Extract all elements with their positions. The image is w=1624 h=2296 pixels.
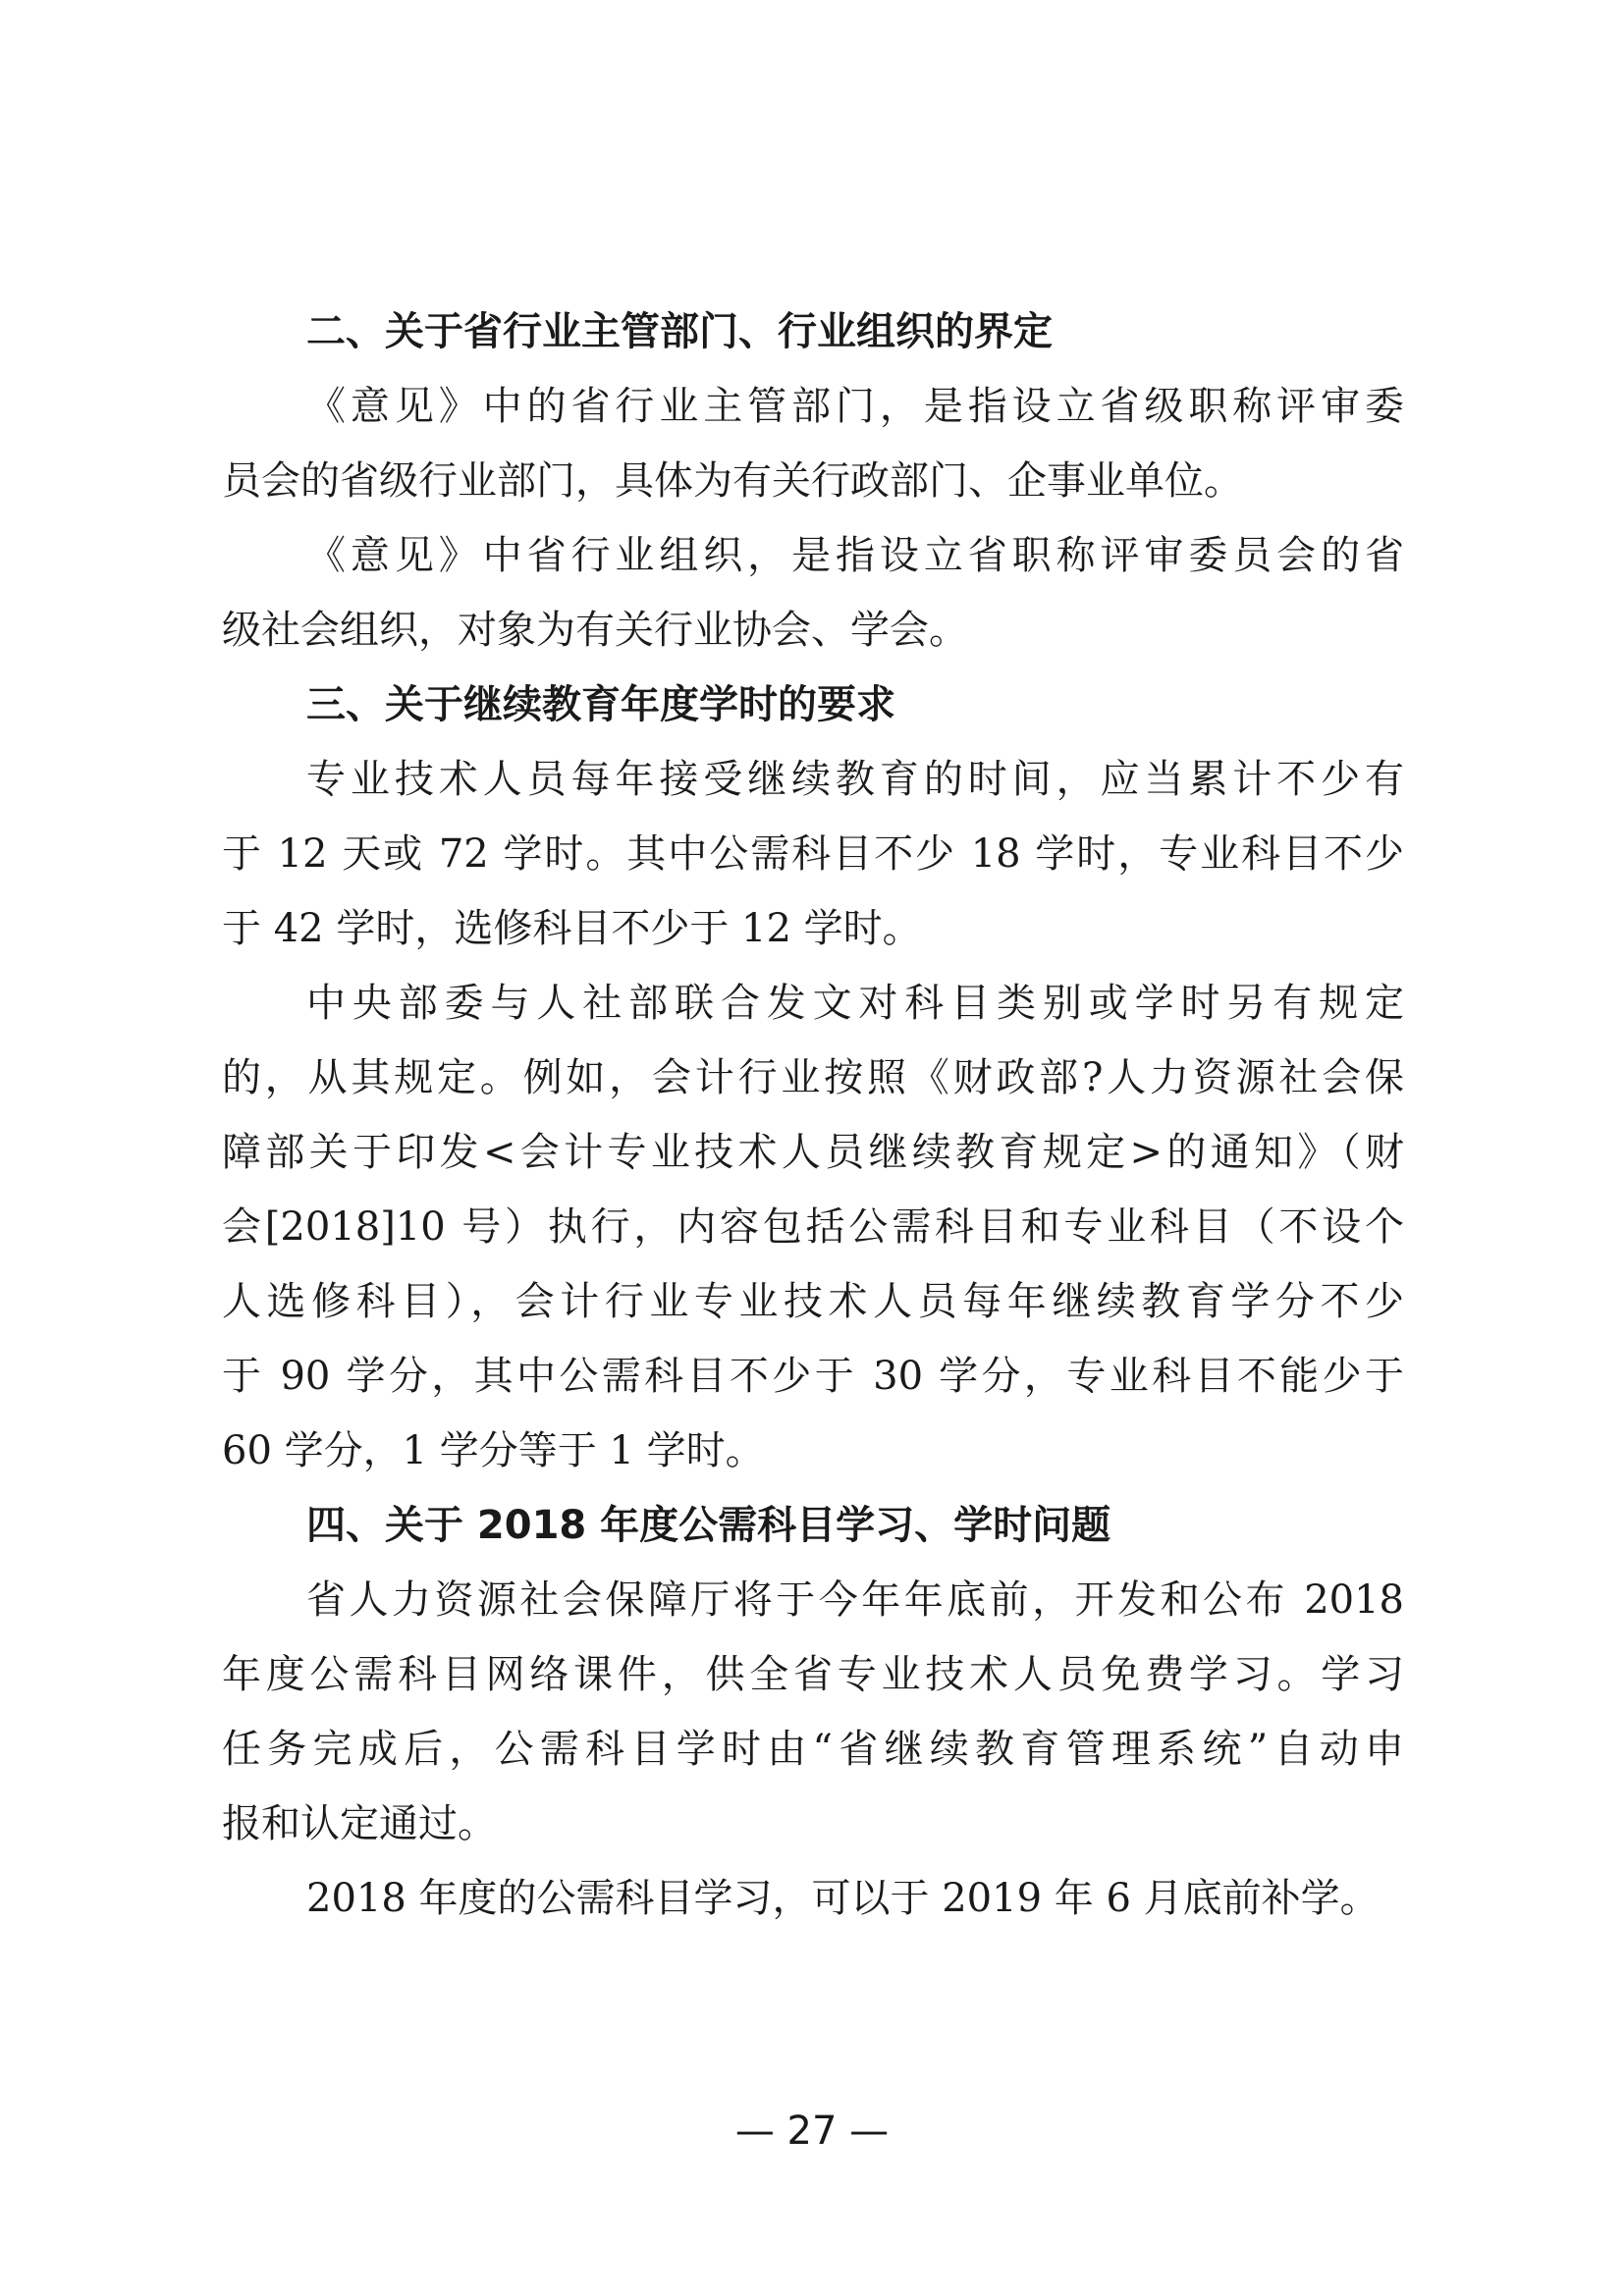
paragraph-line: 于 42 学时，选修科目不少于 12 学时。: [222, 906, 922, 951]
section-heading-4: 四、关于 2018 年度公需科目学习、学时问题: [306, 1503, 1111, 1548]
paragraph-line: 员会的省级行业部门，具体为有关行政部门、企事业单位。: [222, 458, 1243, 504]
paragraph-line: 于 90 学分，其中公需科目不少于 30 学分，专业科目不能少于: [222, 1354, 1404, 1399]
paragraph-line: 2018 年度的公需科目学习，可以于 2019 年 6 月底前补学。: [306, 1876, 1380, 1921]
paragraph-line: 省人力资源社会保障厅将于今年年底前，开发和公布 2018: [306, 1577, 1404, 1623]
paragraph-line: 于 12 天或 72 学时。其中公需科目不少 18 学时，专业科目不少: [222, 831, 1404, 877]
paragraph-line: 的，从其规定。例如，会计行业按照《财政部?人力资源社会保: [222, 1055, 1404, 1100]
paragraph-line: 会[2018]10 号）执行，内容包括公需科目和专业科目（不设个: [222, 1204, 1404, 1250]
paragraph-line: 级社会组织，对象为有关行业协会、学会。: [222, 608, 968, 653]
paragraph-line: 障部关于印发<会计专业技术人员继续教育规定>的通知》（财: [222, 1130, 1404, 1175]
section-heading-3: 三、关于继续教育年度学时的要求: [306, 682, 895, 727]
paragraph-line: 《意见》中的省行业主管部门，是指设立省级职称评审委: [306, 384, 1404, 429]
paragraph-line: 人选修科目），会计行业专业技术人员每年继续教育学分不少: [222, 1279, 1404, 1324]
paragraph-line: 专业技术人员每年接受继续教育的时间，应当累计不少有: [306, 757, 1404, 802]
paragraph-line: 中央部委与人社部联合发文对科目类别或学时另有规定: [306, 981, 1404, 1026]
paragraph-line: 60 学分，1 学分等于 1 学时。: [222, 1428, 765, 1473]
section-heading-2: 二、关于省行业主管部门、行业组织的界定: [306, 309, 1053, 354]
paragraph-line: 《意见》中省行业组织，是指设立省职称评审委员会的省: [306, 533, 1404, 578]
paragraph-line: 任务完成后，公需科目学时由“省继续教育管理系统”自动申: [222, 1727, 1404, 1772]
paragraph-line: 报和认定通过。: [222, 1801, 497, 1846]
page-number: — 27 —: [734, 2109, 890, 2154]
paragraph-line: 年度公需科目网络课件，供全省专业技术人员免费学习。学习: [222, 1652, 1404, 1697]
